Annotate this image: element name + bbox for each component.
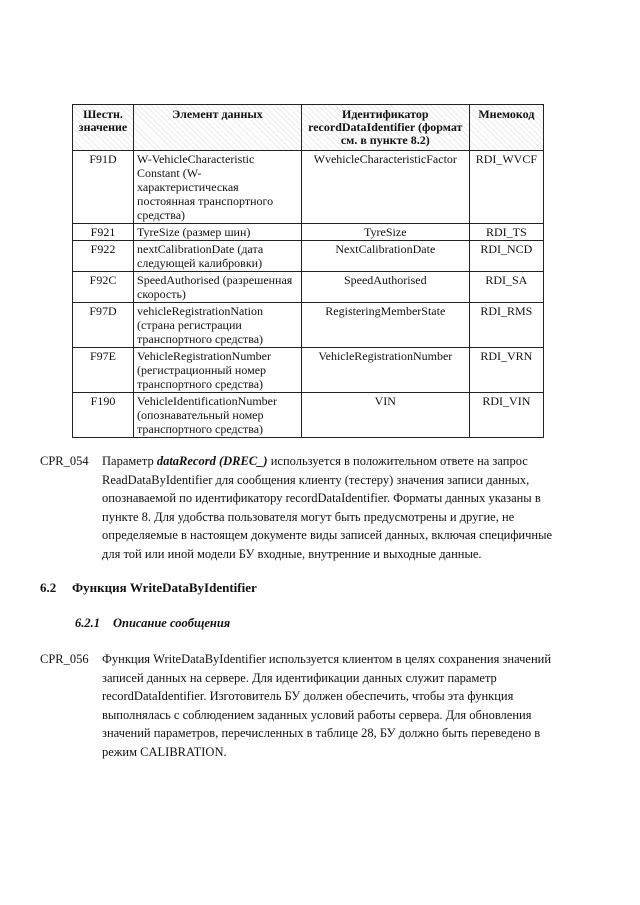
header-identifier: Идентификатор recordDataIdentifier (формат см. в пункте 8.2) xyxy=(301,105,469,151)
cell-mnemonic: RDI_VRN xyxy=(469,348,543,393)
cell-mnemonic: RDI_SA xyxy=(469,272,543,303)
table-row xyxy=(73,272,544,303)
cell-identifier: VIN xyxy=(301,393,469,438)
section-title: Функция WriteDataByIdentifier xyxy=(72,580,257,595)
data-identifier-table xyxy=(72,104,544,438)
section-number: 6.2 xyxy=(40,580,57,595)
cell-element: nextCalibrationDate (дата следующей калибровки) xyxy=(134,241,302,272)
paragraph-cpr-056 xyxy=(40,650,560,761)
cell-element: TyreSize (размер шин) xyxy=(134,224,302,241)
cell-hex: F97E xyxy=(73,348,134,393)
cell-hex: F91D xyxy=(73,151,134,224)
parameter-name: dataRecord (DREC_) xyxy=(156,454,268,468)
cell-element: VehicleRegistrationNumber (регистрационный номер транспортного средства) xyxy=(134,348,302,393)
table-row xyxy=(73,151,544,224)
cell-identifier: WvehicleCharacteristicFactor xyxy=(301,151,469,224)
cell-element: VehicleIdentificationNumber (опознавательный номер транспортного средства) xyxy=(134,393,302,438)
table-row xyxy=(73,348,544,393)
cell-element: SpeedAuthorised (разрешенная скорость) xyxy=(134,272,302,303)
cell-mnemonic: RDI_NCD xyxy=(469,241,543,272)
table-row xyxy=(73,241,544,272)
cell-mnemonic: RDI_VIN xyxy=(469,393,543,438)
cell-mnemonic: RDI_WVCF xyxy=(469,151,543,224)
cell-mnemonic: RDI_RMS xyxy=(469,303,543,348)
cell-element: W-VehicleCharacteristic Constant (W- характеристическая постоянная транспортного средства) xyxy=(134,151,302,224)
table-row xyxy=(73,393,544,438)
text-prefix: Параметр xyxy=(102,454,157,468)
section-heading xyxy=(40,580,257,596)
cell-hex: F922 xyxy=(73,241,134,272)
header-element: Элемент данных xyxy=(134,105,302,151)
cell-hex: F92C xyxy=(73,272,134,303)
table-row xyxy=(73,303,544,348)
cell-identifier: NextCalibrationDate xyxy=(301,241,469,272)
requirement-label: CPR_054 xyxy=(40,454,89,468)
cell-identifier: RegisteringMemberState xyxy=(301,303,469,348)
paragraph-cpr-054 xyxy=(40,452,560,563)
subsection-number: 6.2.1 xyxy=(75,616,100,630)
text-rest: используется в положительном ответе на запрос ReadDataByIdentifier для сообщения клиенту (тестеру) значения записи данных, опознаваемой по идентификатору recordDataIdentifier. Форматы данных указаны в пункте 8. Для удобства пользователя могут быть предусмотрены и другие, не определяемые в настоящем документе виды записей данных, включая специфичные для той или иной модели БУ входные, внутренние и выходные данные. xyxy=(102,454,553,561)
cell-element: vehicleRegistrationNation (страна регистрации транспортного средства) xyxy=(134,303,302,348)
cell-hex: F921 xyxy=(73,224,134,241)
cell-identifier: SpeedAuthorised xyxy=(301,272,469,303)
paragraph-text: Функция WriteDataByIdentifier используется клиентом в целях сохранения значений записей данных на сервере. Для идентификации данных служит параметр recordDataIdentifier. Изготовитель БУ должен обеспечить, чтобы эта функция выполнялась с соблюдением заданных условий работы сервера. Для обновления значений параметров, перечисленных в таблице 28, БУ должно быть переведено в режим CALIBRATION. xyxy=(102,652,552,759)
table-header-row xyxy=(73,105,544,151)
cell-hex: F97D xyxy=(73,303,134,348)
cell-mnemonic: RDI_TS xyxy=(469,224,543,241)
subsection-title: Описание сообщения xyxy=(113,616,231,630)
header-mnemonic: Мнемокод xyxy=(469,105,543,151)
paragraph-text xyxy=(102,452,560,563)
subsection-heading xyxy=(75,616,230,631)
requirement-label: CPR_056 xyxy=(40,652,89,666)
cell-identifier: TyreSize xyxy=(301,224,469,241)
table-row xyxy=(73,224,544,241)
header-hex: Шестн. значение xyxy=(73,105,134,151)
cell-hex: F190 xyxy=(73,393,134,438)
cell-identifier: VehicleRegistrationNumber xyxy=(301,348,469,393)
